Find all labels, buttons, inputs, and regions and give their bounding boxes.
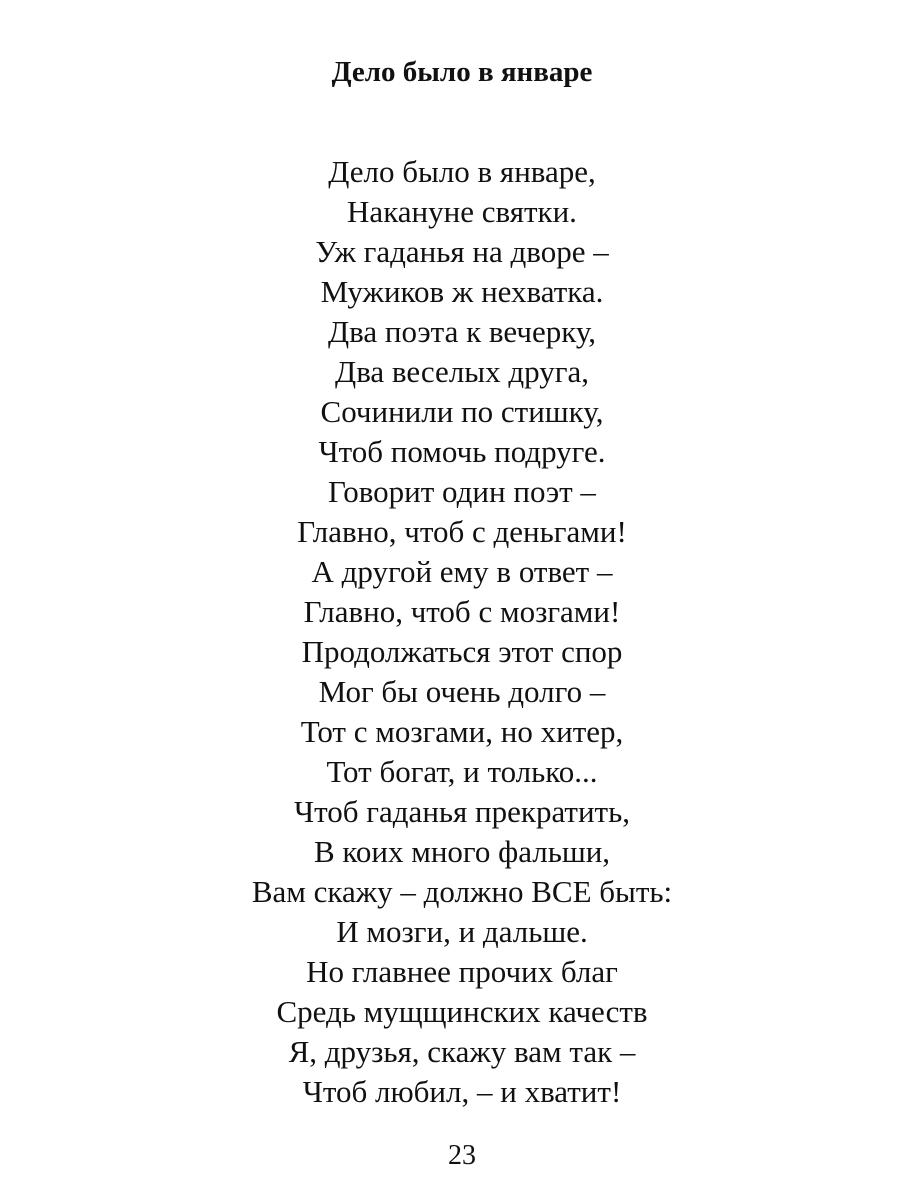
poem-line: А другой ему в ответ –: [311, 554, 613, 589]
poem-line: Сочинили по стишку,: [320, 394, 604, 429]
poem-body: [0, 152, 924, 1112]
poem-line: Мог бы очень долго –: [318, 674, 606, 709]
poem-title: Дело было в январе: [331, 56, 593, 88]
poem-line: Средь мущщинских качеств: [276, 994, 648, 1029]
poem-line: Два веселых друга,: [335, 354, 589, 389]
poem-line: В коих много фальши,: [313, 834, 611, 869]
poem-line: Но главнее прочих благ: [306, 954, 618, 989]
poem-line: Главно, чтоб с деньгами!: [297, 514, 627, 549]
poem-line: Главно, чтоб с мозгами!: [303, 594, 621, 629]
poem-line: Тот с мозгами, но хитер,: [300, 714, 624, 749]
poem-line: Дело было в январе,: [328, 154, 596, 189]
poem-line: Накануне святки.: [347, 194, 577, 229]
poem-line: Продолжаться этот спор: [301, 634, 623, 669]
poem-line: Два поэта к вечерку,: [328, 314, 596, 349]
poem-line: Вам скажу – должно ВСЕ быть:: [251, 874, 673, 909]
poem-line: Мужиков ж нехватка.: [320, 274, 604, 309]
poem-line: Тот богат, и только...: [326, 754, 598, 789]
poem-line: Я, друзья, скажу вам так –: [288, 1034, 636, 1069]
page-number: 23: [448, 1140, 476, 1171]
poem-line: Чтоб помочь подруге.: [318, 434, 606, 469]
poem-line: Чтоб гаданья прекратить,: [294, 794, 630, 829]
poem-line: Уж гаданья на дворе –: [315, 234, 609, 269]
poem-line: И мозги, и дальше.: [336, 914, 588, 949]
poem-line: Чтоб любил, – и хватит!: [302, 1074, 622, 1109]
poem-line: Говорит один поэт –: [328, 474, 596, 509]
